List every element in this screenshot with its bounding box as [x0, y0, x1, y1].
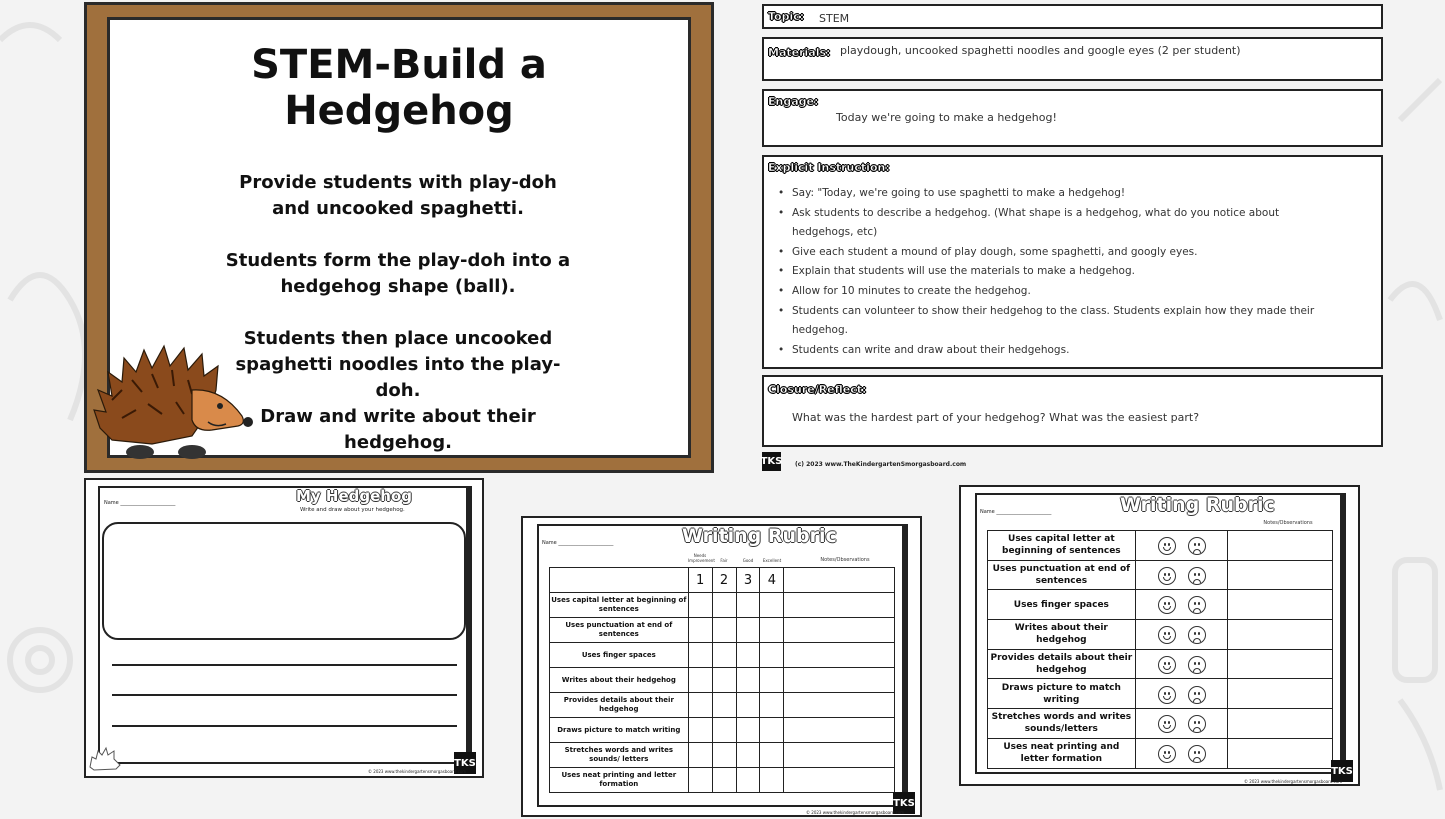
smiley-face-icon — [1158, 656, 1176, 674]
criterion-label: Writes about their hedgehog — [988, 620, 1136, 650]
instruction-label: Explicit Instruction: — [768, 161, 890, 174]
score-cell — [736, 593, 760, 618]
score-cell — [784, 743, 895, 768]
criterion-label: Provides details about their hedgehog — [550, 693, 689, 718]
score-cell — [688, 643, 712, 668]
sad-face-icon — [1188, 686, 1206, 704]
table-row — [988, 738, 1333, 768]
notes-cell — [1228, 560, 1333, 590]
criterion-label: Draws picture to match writing — [550, 718, 689, 743]
materials-box — [762, 37, 1383, 81]
level-number: 1 — [688, 568, 712, 593]
notes-cell — [1228, 738, 1333, 768]
score-cell — [736, 668, 760, 693]
score-cell — [784, 768, 895, 793]
criterion-label: Uses neat printing and letter formation — [550, 768, 689, 793]
copyright-text: © 2023 www.thekindergartensmorgasboard.com — [1244, 779, 1343, 784]
copyright-text: © 2023 www.thekindergartensmorgasboard.com — [806, 810, 905, 815]
criterion-label: Uses neat printing and letter formation — [988, 738, 1136, 768]
instruction-list — [776, 184, 1316, 360]
tks-logo: TKS — [762, 452, 781, 471]
score-cell — [688, 693, 712, 718]
name-field: Name ______________________ — [980, 509, 1052, 515]
score-cell — [688, 668, 712, 693]
criterion-label: Provides details about their hedgehog — [988, 649, 1136, 679]
score-cell — [712, 768, 736, 793]
engage-box — [762, 89, 1383, 147]
score-cell — [688, 618, 712, 643]
score-cell — [688, 743, 712, 768]
criterion-label: Writes about their hedgehog — [550, 668, 689, 693]
score-cell — [736, 693, 760, 718]
score-cell — [760, 743, 784, 768]
sad-face-icon — [1188, 567, 1206, 585]
score-cell — [736, 718, 760, 743]
level-number: 2 — [712, 568, 736, 593]
criterion-label: Uses capital letter at beginning of sentences — [988, 531, 1136, 561]
small-hedgehog-icon — [88, 745, 122, 773]
score-cell — [784, 618, 895, 643]
sheet-subtitle: Write and draw about your hedgehog. — [300, 507, 405, 513]
score-cell — [688, 768, 712, 793]
level-number: 4 — [760, 568, 784, 593]
writing-line — [112, 725, 457, 727]
instruction-item: • Allow for 10 minutes to create the hedgehog. — [776, 282, 1316, 302]
faces-cell — [1135, 738, 1228, 768]
instruction-item: • Students can volunteer to show their hedgehog to the class. Students explain how they made their hedgehog. — [776, 302, 1316, 341]
sad-face-icon — [1188, 596, 1206, 614]
score-cell — [712, 643, 736, 668]
name-field: Name ______________________ — [542, 540, 614, 546]
score-cell — [784, 718, 895, 743]
sad-face-icon — [1188, 626, 1206, 644]
table-row — [988, 560, 1333, 590]
notes-label: Notes/Observations — [1263, 520, 1313, 526]
score-cell — [736, 743, 760, 768]
faces-cell — [1135, 560, 1228, 590]
engage-label: Engage: — [768, 95, 819, 108]
copyright-text: © 2023 www.thekindergartensmorgasboard.com — [368, 769, 467, 774]
poster-paragraph-1: Provide students with play-doh and uncooked spaghetti. — [239, 172, 557, 219]
writing-line — [112, 664, 457, 666]
score-cell — [688, 593, 712, 618]
instruction-item: • Say: "Today, we're going to use spaghetti to make a hedgehog! — [776, 184, 1316, 204]
notes-cell — [1228, 531, 1333, 561]
score-cell — [712, 743, 736, 768]
faces-cell — [1135, 649, 1228, 679]
table-row — [550, 718, 895, 743]
score-cell — [784, 693, 895, 718]
closure-label: Closure/Reflect: — [768, 383, 867, 396]
criterion-label: Uses finger spaces — [550, 643, 689, 668]
sheet-title: My Hedgehog — [296, 487, 413, 505]
score-cell — [712, 718, 736, 743]
sad-face-icon — [1188, 715, 1206, 733]
score-cell — [784, 593, 895, 618]
engage-value: Today we're going to make a hedgehog! — [836, 111, 1057, 124]
faces-cell — [1135, 679, 1228, 709]
level-label-fair: Fair — [720, 558, 728, 563]
table-row — [988, 679, 1333, 709]
table-row — [550, 568, 895, 593]
score-cell — [736, 643, 760, 668]
copyright-text: (c) 2023 www.TheKindergartenSmorgasboard.com — [795, 461, 967, 468]
score-cell — [784, 643, 895, 668]
topic-label: Topic: — [768, 10, 805, 23]
smiley-face-icon — [1158, 537, 1176, 555]
criterion-label: Uses punctuation at end of sentences — [988, 560, 1136, 590]
name-field: Name ______________________ — [104, 500, 176, 506]
instruction-item: • Students can write and draw about their hedgehogs. — [776, 341, 1316, 361]
level-number: 3 — [736, 568, 760, 593]
criterion-label: Stretches words and writes sounds/ letters — [550, 743, 689, 768]
smiley-face-icon — [1158, 596, 1176, 614]
score-cell — [688, 718, 712, 743]
materials-label: Materials: — [768, 46, 831, 59]
notes-cell — [1228, 709, 1333, 739]
score-cell — [712, 618, 736, 643]
score-cell — [712, 668, 736, 693]
tks-logo: TKS — [893, 792, 915, 814]
rubric-faces-table — [987, 530, 1333, 769]
materials-value: playdough, uncooked spaghetti noodles and google eyes (2 per student) — [840, 44, 1241, 57]
instruction-item: • Give each student a mound of play dough, some spaghetti, and googly eyes. — [776, 243, 1316, 263]
faces-cell — [1135, 590, 1228, 620]
faces-cell — [1135, 709, 1228, 739]
score-cell — [760, 718, 784, 743]
table-row — [550, 668, 895, 693]
smiley-face-icon — [1158, 745, 1176, 763]
notes-cell — [1228, 649, 1333, 679]
tks-logo: TKS — [1331, 760, 1353, 782]
faces-cell — [1135, 620, 1228, 650]
drawing-box — [102, 522, 466, 640]
poster-title: STEM-Build a Hedgehog — [251, 42, 547, 134]
score-cell — [736, 618, 760, 643]
rubric-title: Writing Rubric — [1120, 494, 1275, 516]
instruction-item: • Explain that students will use the materials to make a hedgehog. — [776, 262, 1316, 282]
table-row — [988, 531, 1333, 561]
level-label-good: Good — [742, 558, 754, 563]
table-cell — [784, 568, 895, 593]
sad-face-icon — [1188, 537, 1206, 555]
instruction-item: • Ask students to describe a hedgehog. (What shape is a hedgehog, what do you notice about hedgehogs, etc) — [776, 204, 1316, 243]
writing-line — [112, 694, 457, 696]
closure-value: What was the hardest part of your hedgehog? What was the easiest part? — [792, 411, 1200, 424]
faces-cell — [1135, 531, 1228, 561]
notes-cell — [1228, 590, 1333, 620]
score-cell — [760, 768, 784, 793]
criterion-label: Uses punctuation at end of sentences — [550, 618, 689, 643]
explicit-instruction-box — [762, 155, 1383, 369]
score-cell — [712, 693, 736, 718]
score-cell — [760, 643, 784, 668]
table-row — [550, 618, 895, 643]
notes-cell — [1228, 620, 1333, 650]
poster-paragraph-2: Students form the play-doh into a hedgehog shape (ball). — [225, 250, 571, 297]
table-cell — [550, 568, 689, 593]
table-row — [550, 693, 895, 718]
table-row — [988, 649, 1333, 679]
score-cell — [712, 593, 736, 618]
table-row — [988, 590, 1333, 620]
closure-box — [762, 375, 1383, 447]
criterion-label: Stretches words and writes sounds/letters — [988, 709, 1136, 739]
criterion-label: Uses finger spaces — [988, 590, 1136, 620]
table-row — [988, 620, 1333, 650]
smiley-face-icon — [1158, 686, 1176, 704]
score-cell — [760, 668, 784, 693]
table-row — [550, 643, 895, 668]
score-cell — [784, 668, 895, 693]
poster-paragraph-4: Draw and write about their hedgehog. — [260, 406, 536, 453]
level-label-excellent: Excellent — [762, 558, 782, 563]
table-row — [988, 709, 1333, 739]
hedgehog-illustration — [92, 340, 254, 464]
score-cell — [760, 693, 784, 718]
poster-paragraph-3: Students then place uncooked spaghetti noodles into the play-doh. — [235, 328, 561, 401]
table-row — [550, 593, 895, 618]
criterion-label: Draws picture to match writing — [988, 679, 1136, 709]
rubric-numeric-table — [549, 567, 895, 793]
score-cell — [760, 618, 784, 643]
topic-box — [762, 4, 1383, 29]
sad-face-icon — [1188, 656, 1206, 674]
smiley-face-icon — [1158, 715, 1176, 733]
smiley-face-icon — [1158, 626, 1176, 644]
sad-face-icon — [1188, 745, 1206, 763]
criterion-label: Uses capital letter at beginning of sentences — [550, 593, 689, 618]
notes-label: Notes/Observations — [820, 557, 870, 563]
level-label-needs-improvement: Needs Improvement — [688, 553, 715, 563]
notes-cell — [1228, 679, 1333, 709]
table-row — [550, 768, 895, 793]
score-cell — [760, 593, 784, 618]
rubric-title: Writing Rubric — [682, 525, 837, 547]
smiley-face-icon — [1158, 567, 1176, 585]
score-cell — [736, 768, 760, 793]
topic-value: STEM — [819, 12, 850, 25]
tks-logo: TKS — [454, 752, 476, 774]
table-row — [550, 743, 895, 768]
